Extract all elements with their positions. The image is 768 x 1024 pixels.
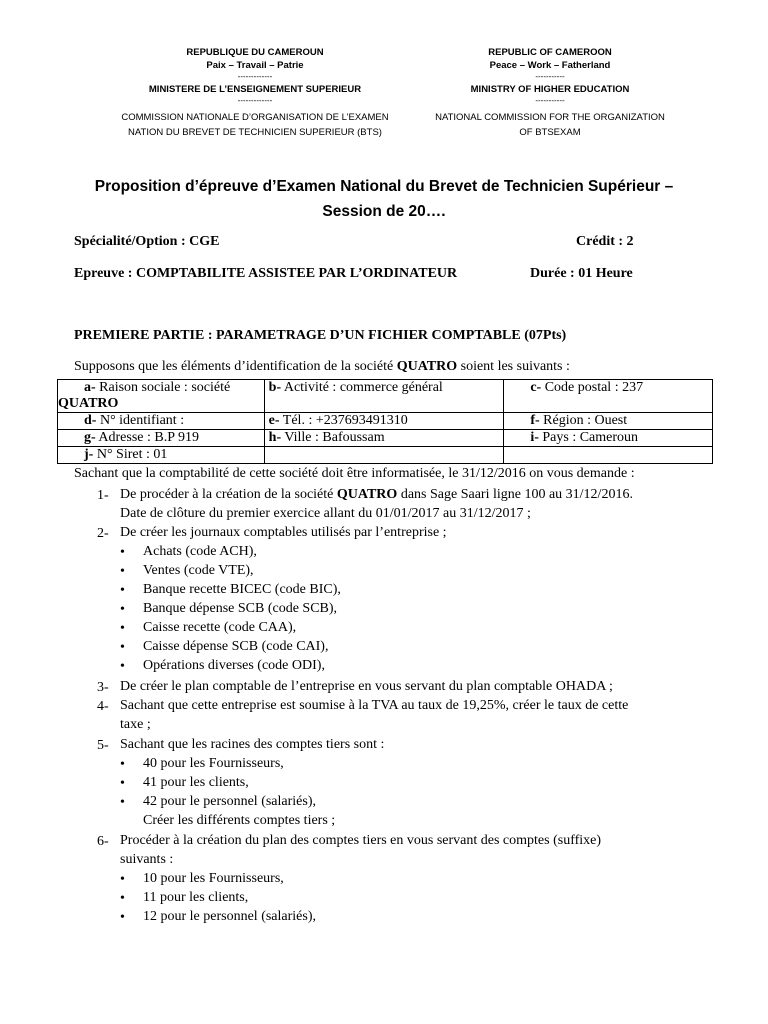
item-text: Ville : Bafoussam: [281, 430, 385, 445]
bullet-icon: •: [120, 891, 125, 906]
intro-before: Supposons que les éléments d’identification de la société: [74, 359, 397, 374]
item-text: Raison sociale : société: [95, 380, 231, 395]
table-cell-empty: [264, 447, 504, 464]
list-item: 11 pour les clients,: [143, 890, 249, 905]
item-label: e-: [268, 413, 280, 428]
header-left-country: REPUBLIQUE DU CAMEROUN: [186, 47, 324, 58]
header-left-separator: -------------: [237, 72, 273, 81]
task-6: Procéder à la création du plan des comptes tiers en vous servant des comptes (suffixe): [120, 833, 602, 848]
task-number: 2-: [97, 526, 109, 541]
header-left: [100, 46, 410, 139]
table-cell-a: [58, 380, 265, 413]
header-left-commission-2: NATION DU BREVET DE TECHNICIEN SUPERIEUR (BTS): [128, 127, 382, 138]
item-text: Adresse : B.P 919: [95, 430, 199, 445]
epreuve: Epreuve : COMPTABILITE ASSISTEE PAR L’ORDINATEUR: [74, 266, 458, 281]
table-cell-f: [504, 413, 713, 430]
list-item: 12 pour le personnel (salariés),: [143, 909, 316, 924]
request-intro: Sachant que la comptabilité de cette société doit être informatisée, le 31/12/2016 on vous demande :: [74, 466, 635, 481]
header-right-commission-2: OF BTSEXAM: [519, 127, 581, 138]
list-item: Banque dépense SCB (code SCB),: [143, 601, 338, 616]
item-text: Région : Ouest: [539, 413, 628, 428]
table-row: [58, 413, 713, 430]
bullet-icon: •: [120, 872, 125, 887]
bullet-icon: •: [120, 640, 125, 655]
list-item: 10 pour les Fournisseurs,: [143, 871, 284, 886]
table-row: [58, 430, 713, 447]
bullet-icon: •: [120, 910, 125, 925]
task-2: De créer les journaux comptables utilisés par l’entreprise ;: [120, 525, 447, 540]
task-4-line-2: taxe ;: [120, 717, 151, 732]
task-3: De créer le plan comptable de l’entreprise en vous servant du plan comptable OHADA ;: [120, 679, 613, 694]
task-5-after: Créer les différents comptes tiers ;: [143, 813, 336, 828]
item-label: j-: [84, 447, 94, 462]
header-right-separator: -----------: [535, 96, 565, 105]
task-5: Sachant que les racines des comptes tiers sont :: [120, 737, 385, 752]
item-text: Code postal : 237: [541, 380, 644, 395]
header-right-motto: Peace – Work – Fatherland: [489, 60, 611, 71]
header-right-ministry: MINISTRY OF HIGHER EDUCATION: [470, 84, 630, 95]
item-text: N° identifiant :: [96, 413, 185, 428]
title-line-2: Session de 20….: [322, 203, 446, 220]
item-text: Tél. : +237693491310: [279, 413, 408, 428]
task-1-line-2: Date de clôture du premier exercice allant du 01/01/2017 au 31/12/2017 ;: [120, 506, 531, 521]
item-text: Activité : commerce général: [281, 380, 443, 395]
item-label: i-: [530, 430, 539, 445]
list-item: 41 pour les clients,: [143, 775, 249, 790]
list-item: Caisse dépense SCB (code CAI),: [143, 639, 329, 654]
item-label: a-: [84, 380, 96, 395]
identification-table: [57, 379, 713, 464]
list-item: Achats (code ACH),: [143, 544, 257, 559]
item-label: f-: [530, 413, 540, 428]
title-line-1: Proposition d’épreuve d’Examen National du Brevet de Technicien Supérieur –: [94, 178, 674, 195]
table-cell-e: [264, 413, 504, 430]
header-right: [400, 46, 700, 139]
table-row: [58, 447, 713, 464]
task-number: 5-: [97, 738, 109, 753]
item-label: g-: [84, 430, 96, 445]
list-item: 42 pour le personnel (salariés),: [143, 794, 316, 809]
item-label: c-: [530, 380, 542, 395]
header-left-motto: Paix – Travail – Patrie: [206, 60, 304, 71]
task-6-line-2: suivants :: [120, 852, 174, 867]
item-label: b-: [268, 380, 282, 395]
item-text: Pays : Cameroun: [538, 430, 639, 445]
header-right-country: REPUBLIC OF CAMEROON: [488, 47, 612, 58]
header-left-commission: COMMISSION NATIONALE D’ORGANISATION DE L’EXAMEN: [121, 112, 389, 123]
header-left-separator: -------------: [237, 96, 273, 105]
list-item: 40 pour les Fournisseurs,: [143, 756, 284, 771]
header-left-ministry: MINISTERE DE L’ENSEIGNEMENT SUPERIEUR: [148, 84, 362, 95]
bullet-icon: •: [120, 602, 125, 617]
bullet-icon: •: [120, 564, 125, 579]
table-row: [58, 380, 713, 413]
item-text: N° Siret : 01: [93, 447, 168, 462]
list-item: Opérations diverses (code ODI),: [143, 658, 325, 673]
intro-company: QUATRO: [396, 359, 458, 374]
speciality: Spécialité/Option : CGE: [74, 234, 220, 249]
table-cell-h: [264, 430, 504, 447]
header-right-commission: NATIONAL COMMISSION FOR THE ORGANIZATION: [435, 112, 665, 123]
item-company: QUATRO: [58, 396, 119, 411]
list-item: Ventes (code VTE),: [143, 563, 254, 578]
task-1-text-end: dans Sage Saari ligne 100 au 31/12/2016.: [397, 487, 633, 502]
header-right-separator: -----------: [535, 72, 565, 81]
list-item: Caisse recette (code CAA),: [143, 620, 297, 635]
task-1-text: De procéder à la création de la société: [120, 487, 337, 502]
task-1: [120, 486, 633, 504]
task-4: Sachant que cette entreprise est soumise à la TVA au taux de 19,25%, créer le taux de cette: [120, 698, 629, 713]
list-item: Banque recette BICEC (code BIC),: [143, 582, 341, 597]
bullet-icon: •: [120, 776, 125, 791]
table-cell-d: [58, 413, 265, 430]
task-number: 1-: [97, 488, 109, 503]
item-label: h-: [268, 430, 282, 445]
bullet-icon: •: [120, 583, 125, 598]
task-number: 6-: [97, 834, 109, 849]
bullet-icon: •: [120, 757, 125, 772]
credit: Crédit : 2: [576, 234, 634, 249]
table-cell-b: [264, 380, 504, 413]
part1-heading: PREMIERE PARTIE : PARAMETRAGE D’UN FICHIER COMPTABLE (07Pts): [74, 328, 567, 343]
table-cell-empty: [504, 447, 713, 464]
bullet-icon: •: [120, 659, 125, 674]
item-label: d-: [84, 413, 97, 428]
document-title: [60, 174, 708, 224]
bullet-icon: •: [120, 795, 125, 810]
table-cell-g: [58, 430, 265, 447]
intro-after: soient les suivants :: [457, 359, 570, 374]
table-cell-c: [504, 380, 713, 413]
bullet-icon: •: [120, 545, 125, 560]
task-number: 4-: [97, 699, 109, 714]
task-number: 3-: [97, 680, 109, 695]
table-cell-i: [504, 430, 713, 447]
bullet-icon: •: [120, 621, 125, 636]
table-cell-j: [58, 447, 265, 464]
intro-text: [74, 358, 570, 376]
task-1-company: QUATRO: [336, 487, 398, 502]
duration: Durée : 01 Heure: [530, 266, 633, 281]
